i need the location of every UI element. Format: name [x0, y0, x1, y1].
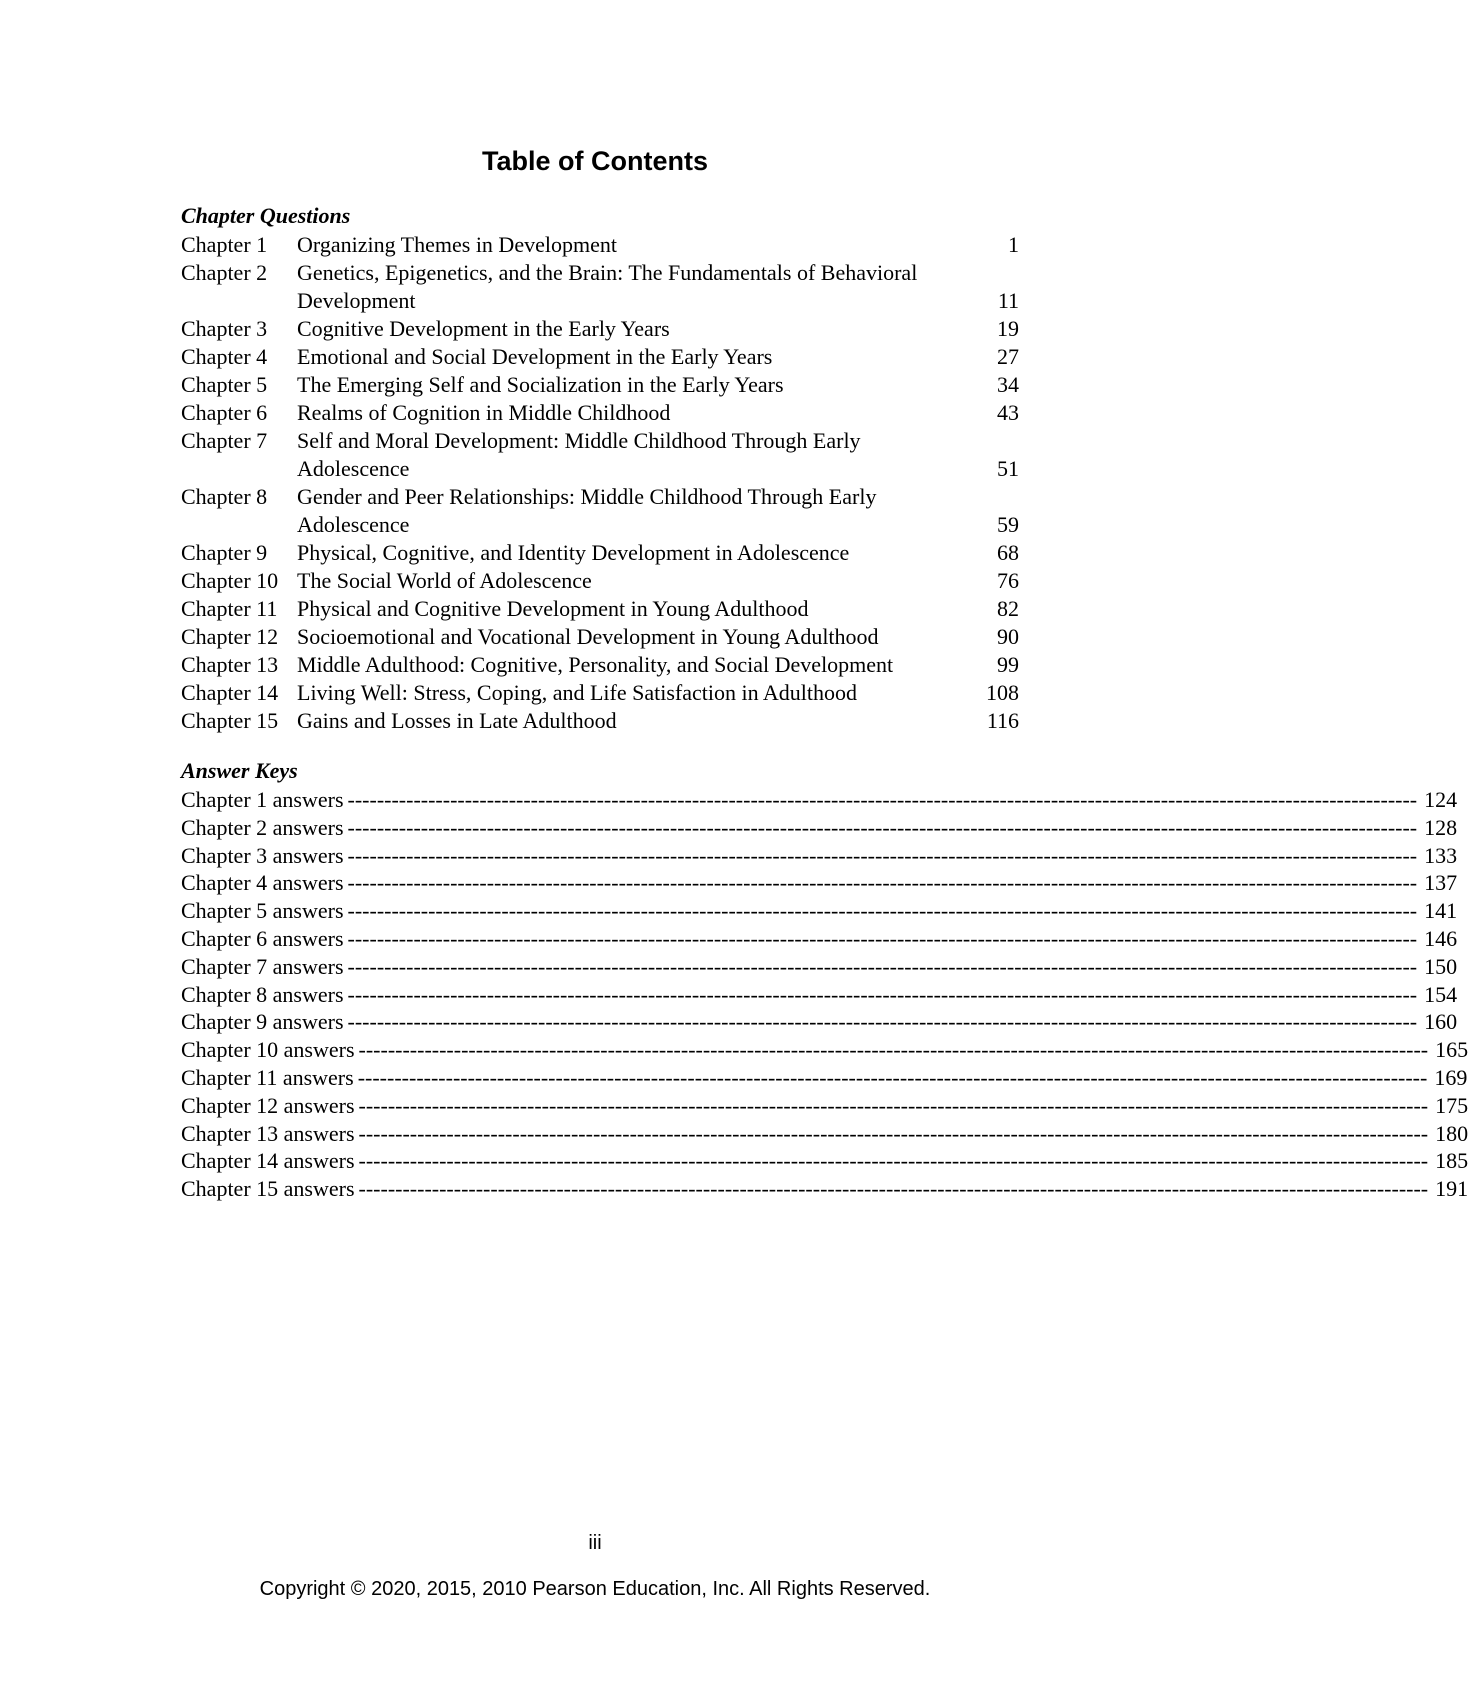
answer-key-label: Chapter 13 answers — [181, 1120, 355, 1146]
toc-chapter-label: Chapter 2 — [181, 260, 268, 285]
toc-entry[interactable] — [181, 399, 1019, 427]
answer-key-entry[interactable] — [181, 953, 1458, 981]
page-title: Table of Contents — [482, 146, 708, 176]
toc-entry[interactable] — [181, 371, 1019, 399]
toc-chapter-label: Chapter 4 — [181, 344, 268, 369]
toc-title-line: Genetics, Epigenetics, and the Brain: The Fundamentals of Behavioral — [297, 260, 918, 285]
toc-entry[interactable] — [181, 567, 1019, 595]
dash-leader — [348, 953, 1418, 981]
toc-page-number: 90 — [997, 624, 1019, 649]
answer-key-label: Chapter 3 answers — [181, 842, 344, 868]
copyright-footer — [0, 1571, 1190, 1600]
toc-chapter-label: Chapter 3 — [181, 316, 268, 341]
toc-chapter-title — [297, 427, 969, 483]
toc-entry[interactable] — [181, 231, 1019, 259]
toc-entry[interactable] — [181, 343, 1019, 371]
toc-entry[interactable] — [181, 539, 1019, 567]
toc-page-number: 99 — [997, 652, 1019, 677]
answer-key-label: Chapter 10 answers — [181, 1037, 355, 1063]
answer-key-label: Chapter 4 answers — [181, 870, 344, 896]
toc-chapter-label: Chapter 8 — [181, 484, 268, 509]
answer-key-page-number: 175 — [1435, 1092, 1468, 1118]
toc-page-number: 1 — [1008, 232, 1019, 257]
toc-chapter-title — [297, 315, 969, 343]
toc-page-number: 11 — [997, 288, 1019, 313]
toc-title-line: The Social World of Adolescence — [297, 568, 592, 593]
toc-title-line: Physical, Cognitive, and Identity Development in Adolescence — [297, 540, 850, 565]
copyright-text: Copyright © 2020, 2015, 2010 Pearson Education, Inc. All Rights Reserved. — [259, 1578, 931, 1600]
answer-key-page-number: 191 — [1435, 1176, 1468, 1202]
answer-key-label: Chapter 2 answers — [181, 814, 344, 840]
dash-leader — [348, 925, 1418, 953]
toc-entry[interactable] — [181, 707, 1019, 735]
toc-title-line: Adolescence — [297, 512, 410, 537]
toc-title-line: Emotional and Social Development in the Early Years — [297, 344, 773, 369]
toc-page-number: 76 — [997, 568, 1019, 593]
toc-chapter-title — [297, 595, 969, 623]
toc-chapter-label: Chapter 1 — [181, 232, 268, 257]
answer-key-page-number: 133 — [1424, 842, 1458, 868]
toc-chapter-label: Chapter 6 — [181, 400, 268, 425]
toc-entry[interactable] — [181, 623, 1019, 651]
toc-chapter-title — [297, 259, 969, 315]
toc-chapter-title — [297, 483, 969, 539]
answer-keys-list — [181, 786, 1468, 1203]
dash-leader — [359, 1120, 1429, 1148]
toc-title-line: Living Well: Stress, Coping, and Life Satisfaction in Adulthood — [297, 680, 858, 705]
dash-leader — [348, 869, 1418, 897]
toc-chapter-title — [297, 371, 969, 399]
answer-key-page-number: 141 — [1424, 898, 1458, 924]
toc-entry[interactable] — [181, 259, 1019, 315]
answer-key-entry[interactable] — [181, 897, 1458, 925]
toc-chapter-title — [297, 707, 969, 735]
answer-key-entry[interactable] — [181, 1175, 1468, 1203]
toc-chapter-label: Chapter 5 — [181, 372, 268, 397]
answer-key-page-number: 137 — [1424, 870, 1458, 896]
answer-keys-heading: Answer Keys — [181, 758, 298, 783]
answer-key-page-number: 128 — [1424, 814, 1458, 840]
answer-key-label: Chapter 15 answers — [181, 1176, 355, 1202]
answer-key-entry[interactable] — [181, 1092, 1468, 1120]
toc-title-line: Adolescence — [297, 456, 410, 481]
toc-title-line: Gains and Losses in Late Adulthood — [297, 708, 617, 733]
answer-key-entry[interactable] — [181, 842, 1458, 870]
toc-chapter-label: Chapter 11 — [181, 596, 278, 621]
answer-key-entry[interactable] — [181, 981, 1458, 1009]
toc-entry[interactable] — [181, 651, 1019, 679]
dash-leader — [348, 842, 1418, 870]
answer-key-entry[interactable] — [181, 1064, 1468, 1092]
toc-chapter-title — [297, 623, 969, 651]
toc-chapter-title — [297, 651, 969, 679]
answer-key-page-number: 185 — [1435, 1148, 1468, 1174]
dash-leader — [348, 897, 1418, 925]
answer-key-label: Chapter 7 answers — [181, 953, 344, 979]
toc-title-line: Middle Adulthood: Cognitive, Personality, and Social Development — [297, 652, 894, 677]
dash-leader — [348, 786, 1418, 814]
answer-key-label: Chapter 11 answers — [181, 1064, 354, 1090]
toc-entry[interactable] — [181, 315, 1019, 343]
dash-leader — [358, 1064, 1428, 1092]
toc-chapter-label: Chapter 9 — [181, 540, 268, 565]
answer-key-page-number: 160 — [1424, 1009, 1458, 1035]
toc-title-line: The Emerging Self and Socialization in the Early Years — [297, 372, 784, 397]
answer-key-entry[interactable] — [181, 1120, 1468, 1148]
toc-chapter-label: Chapter 13 — [181, 652, 279, 677]
toc-title-line: Development — [297, 288, 416, 313]
answer-key-label: Chapter 6 answers — [181, 925, 344, 951]
toc-entry[interactable] — [181, 427, 1019, 483]
toc-title-line: Realms of Cognition in Middle Childhood — [297, 400, 671, 425]
toc-title-line: Gender and Peer Relationships: Middle Childhood Through Early — [297, 484, 877, 509]
toc-page-number: 108 — [986, 680, 1019, 705]
toc-title-line: Cognitive Development in the Early Years — [297, 316, 670, 341]
answer-key-page-number: 146 — [1424, 925, 1458, 951]
toc-chapter-title — [297, 343, 969, 371]
toc-entry[interactable] — [181, 679, 1019, 707]
answer-key-page-number: 150 — [1424, 953, 1458, 979]
chapter-questions-list — [181, 231, 1019, 735]
answer-key-entry[interactable] — [181, 925, 1458, 953]
toc-chapter-label: Chapter 7 — [181, 428, 268, 453]
answer-key-entry[interactable] — [181, 1036, 1468, 1064]
answer-key-label: Chapter 14 answers — [181, 1148, 355, 1174]
answer-key-label: Chapter 5 answers — [181, 898, 344, 924]
toc-chapter-label: Chapter 14 — [181, 680, 279, 705]
dash-leader — [348, 1008, 1418, 1036]
answer-key-page-number: 180 — [1435, 1120, 1468, 1146]
dash-leader — [359, 1175, 1429, 1203]
toc-page-number: 59 — [997, 512, 1019, 537]
answer-key-page-number: 165 — [1435, 1037, 1468, 1063]
answer-key-entry[interactable] — [181, 1008, 1458, 1036]
toc-page-number: 34 — [997, 372, 1019, 397]
toc-title-line: Socioemotional and Vocational Development in Young Adulthood — [297, 624, 879, 649]
toc-page-number: 82 — [997, 596, 1019, 621]
answer-key-page-number: 154 — [1424, 981, 1458, 1007]
toc-entry[interactable] — [181, 483, 1019, 539]
chapter-questions-heading: Chapter Questions — [181, 203, 351, 228]
toc-page-number: 68 — [997, 540, 1019, 565]
toc-entry[interactable] — [181, 595, 1019, 623]
dash-leader — [359, 1092, 1429, 1120]
toc-page-number: 116 — [986, 708, 1019, 733]
toc-chapter-title — [297, 567, 969, 595]
toc-page-number: 43 — [997, 400, 1019, 425]
toc-chapter-title — [297, 539, 969, 567]
answer-key-page-number: 124 — [1424, 787, 1458, 812]
toc-title-line: Organizing Themes in Development — [297, 232, 617, 257]
dash-leader — [348, 814, 1418, 842]
toc-page-number: 27 — [997, 344, 1019, 369]
toc-chapter-title — [297, 679, 969, 707]
toc-title-line: Physical and Cognitive Development in Young Adulthood — [297, 596, 809, 621]
toc-page-number: 51 — [997, 456, 1019, 481]
answer-key-label: Chapter 1 answers — [181, 787, 344, 812]
answer-key-label: Chapter 9 answers — [181, 1009, 344, 1035]
answer-key-entry[interactable] — [181, 869, 1458, 897]
answer-key-entry[interactable] — [181, 786, 1458, 814]
answer-key-entry[interactable] — [181, 814, 1458, 842]
toc-page-number: 19 — [997, 316, 1019, 341]
toc-title-line: Self and Moral Development: Middle Childhood Through Early — [297, 428, 861, 453]
toc-chapter-label: Chapter 12 — [181, 624, 279, 649]
dash-leader — [348, 981, 1418, 1009]
toc-chapter-label: Chapter 15 — [181, 708, 279, 733]
toc-chapter-title — [297, 399, 969, 427]
answer-key-label: Chapter 8 answers — [181, 981, 344, 1007]
toc-chapter-title — [297, 231, 969, 259]
toc-chapter-label: Chapter 10 — [181, 568, 279, 593]
page-number: iii — [588, 1532, 602, 1554]
answer-key-entry[interactable] — [181, 1147, 1468, 1175]
dash-leader — [359, 1147, 1429, 1175]
answer-key-label: Chapter 12 answers — [181, 1092, 355, 1118]
answer-key-page-number: 169 — [1434, 1064, 1468, 1090]
dash-leader — [359, 1036, 1429, 1064]
